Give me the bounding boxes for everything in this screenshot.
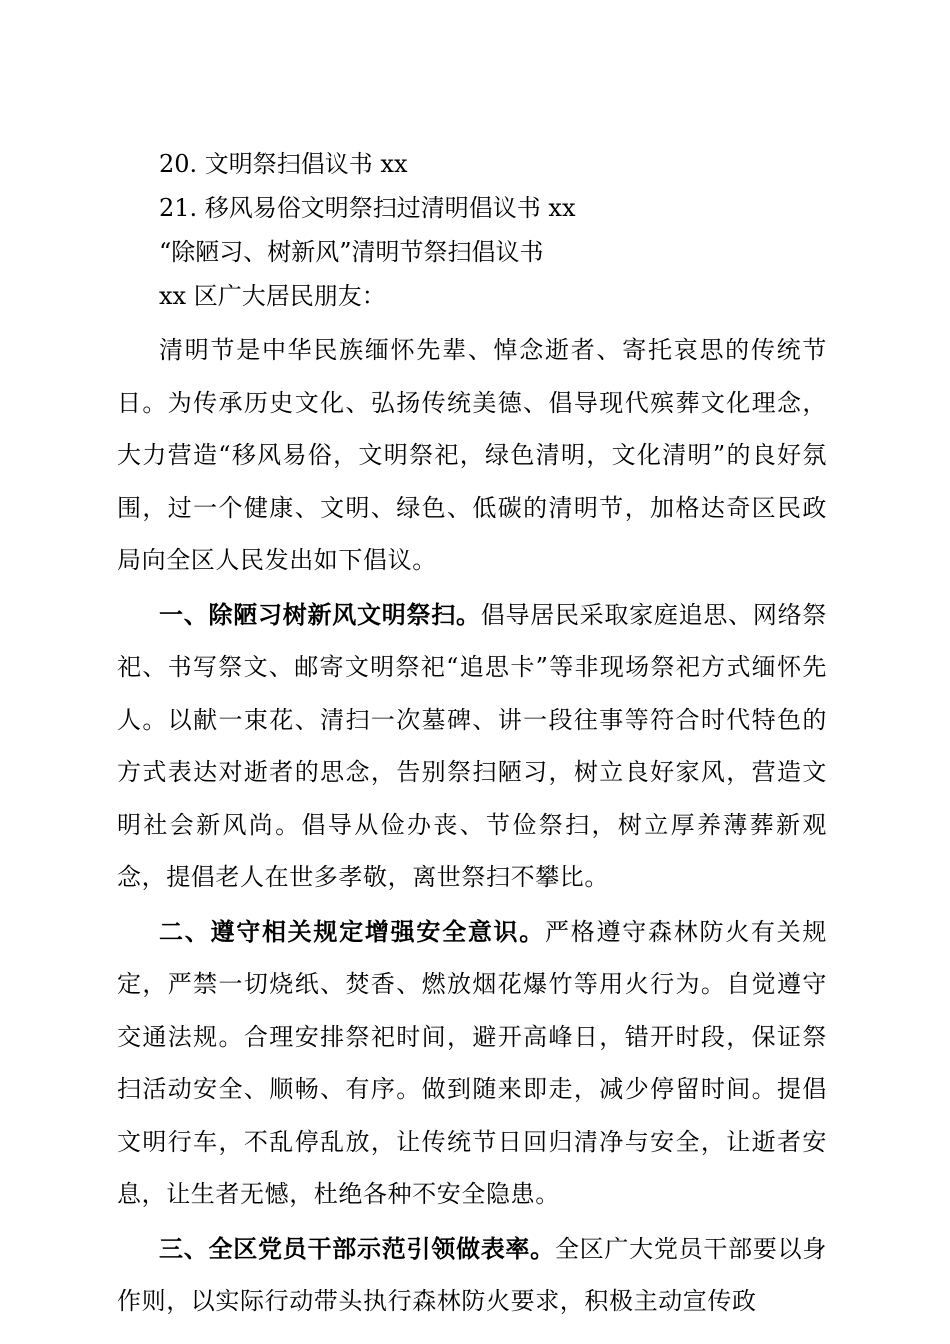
- section-2-body: 严格遵守森林防火有关规定，严禁一切烧纸、焚香、燃放烟花爆竹等用火行为。自觉遵守交通法规。合理安排祭祀时间，避开高峰日，错开时段，保证祭扫活动安全、顺畅、有序。做到随来即走，减少停留时间。提倡文明行车，不乱停乱放，让传统节日回归清净与安全，让逝者安息，让生者无憾，杜绝各种不安全隐患。: [117, 917, 828, 1208]
- section-1-body: 倡导居民采取家庭追思、网络祭祀、书写祭文、邮寄文明祭祀“追思卡”等非现场祭祀方式缅怀先人。以献一束花、清扫一次墓碑、讲一段往事等符合时代特色的方式表达对逝者的思念，告别祭扫陋习，树立良好家风，营造文明社会新风尚。倡导从俭办丧、节俭祭扫，树立厚养薄葬新观念，提倡老人在世多孝敬，离世祭扫不攀比。: [117, 600, 827, 891]
- section-3-heading: 三、全区党员干部示范引领做表率。: [159, 1234, 555, 1263]
- document-body: [117, 142, 827, 1328]
- toc-entry-20: 20. 文明祭扫倡议书 xx: [159, 150, 408, 178]
- section-3-body: 全区广大党员干部要以身作则，以实际行动带头执行森林防火要求，积极主动宣传政: [117, 1234, 827, 1315]
- section-1-heading: 一、除陋习树新风文明祭扫。: [159, 600, 481, 629]
- document-title: “除陋习、树新风”清明节祭扫倡议书: [159, 238, 544, 266]
- salutation: xx 区广大居民朋友：: [159, 282, 386, 310]
- section-3-paragraph: [117, 1223, 827, 1328]
- intro-paragraph: 清明节是中华民族缅怀先辈、悼念逝者、寄托哀思的传统节日。为传承历史文化、弘扬传统美德、倡导现代殡葬文化理念，大力营造“移风易俗，文明祭祀，绿色清明，文化清明”的良好氛围，过一个健康、文明、绿色、低碳的清明节，加格达奇区民政局向全区人民发出如下倡议。: [117, 336, 827, 574]
- section-1-paragraph: [117, 589, 827, 904]
- toc-entry-21: 21. 移风易俗文明祭扫过清明倡议书 xx: [159, 194, 576, 222]
- section-2-heading: 二、遵守相关规定增强安全意识。: [159, 917, 546, 946]
- section-2-paragraph: [117, 906, 827, 1221]
